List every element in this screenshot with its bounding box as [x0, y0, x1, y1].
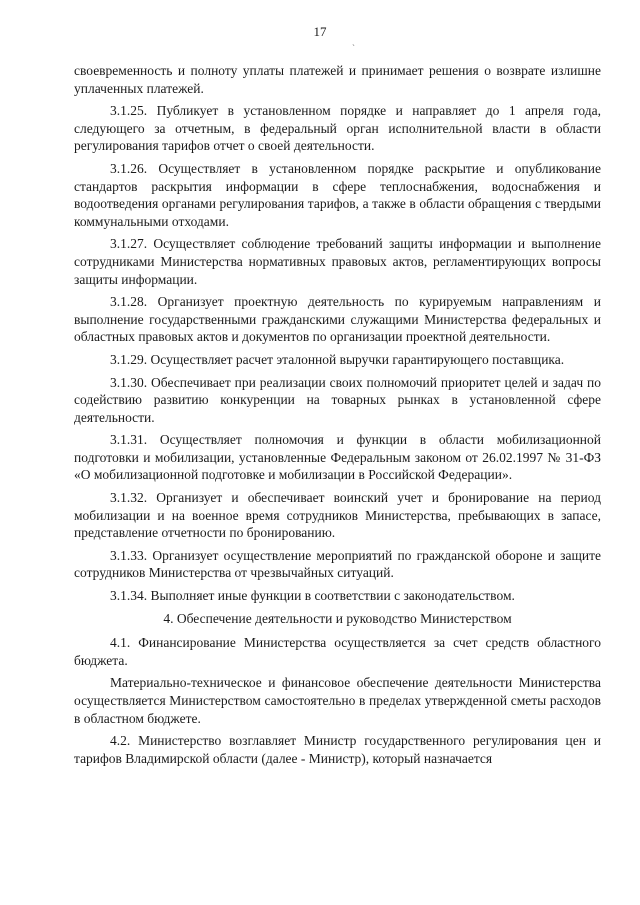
- paragraph-3-1-27: 3.1.27. Осуществляет соблюдение требований защиты информации и выполнение сотрудниками Министерства нормативных правовых актов, регламентирующих вопросы защиты информации.: [74, 236, 601, 287]
- section-heading: 4. Обеспечение деятельности и руководство Министерством: [163, 610, 512, 626]
- paragraph-3-1-26: 3.1.26. Осуществляет в установленном порядке раскрытие и опубликование стандартов раскрытия информации в сфере теплоснабжения, водоснабжения и водоотведения органами регулирования тарифов, а также в области обращения с твердыми коммунальными отходами.: [74, 160, 601, 229]
- paragraph-3-1-29: 3.1.29. Осуществляет расчет эталонной выручки гарантирующего поставщика.: [110, 351, 565, 367]
- paragraph-3-1-33: 3.1.33. Организует осуществление мероприятий по гражданской обороне и защите сотрудников Министерства от чрезвычайных ситуаций.: [74, 547, 601, 581]
- paragraph-3-1-34: 3.1.34. Выполняет иные функции в соответствии с законодательством.: [110, 588, 515, 604]
- page-number: 17: [313, 24, 327, 39]
- paragraph-4-1: 4.1. Финансирование Министерства осуществляется за счет средств областного бюджета.: [74, 635, 601, 668]
- document-body: [74, 62, 601, 772]
- paragraph-continuation: своевременность и полноту уплаты платежей и принимает решения о возврате излишне уплаченных платежей.: [74, 63, 601, 96]
- paragraph-3-1-28: 3.1.28. Организует проектную деятельность по курируемым направлениям и выполнение государственными гражданскими служащими Министерства федеральных и областных правовых актов и документов по организации проектной деятельности.: [74, 294, 601, 345]
- paragraph-4-2: 4.2. Министерство возглавляет Министр государственного регулирования цен и тарифов Владимирской области (далее - Министр), который назначается: [74, 733, 601, 766]
- page-mark: ˏ: [352, 36, 355, 46]
- paragraph-3-1-32: 3.1.32. Организует и обеспечивает воинский учет и бронирование на период мобилизации и на военное время сотрудников Министерства, пребывающих в запасе, представление отчетности по бронированию.: [74, 490, 601, 541]
- paragraph-material-support: Материально-техническое и финансовое обеспечение деятельности Министерства осуществляется Министерством самостоятельно в пределах утвержденной сметы расходов в областном бюджете.: [74, 675, 601, 726]
- paragraph-3-1-30: 3.1.30. Обеспечивает при реализации своих полномочий приоритет целей и задач по содействию развитию конкуренции на товарных рынках в установленной сфере деятельности.: [74, 374, 601, 425]
- paragraph-3-1-31: 3.1.31. Осуществляет полномочия и функции в области мобилизационной подготовки и мобилизации, установленные Федеральным законом от 26.02.1997 № 31-ФЗ «О мобилизационной подготовке и мобилизации в Российской Федерации».: [74, 432, 601, 483]
- paragraph-3-1-25: 3.1.25. Публикует в установленном порядке и направляет до 1 апреля года, следующего за отчетным, в федеральный орган исполнительной власти в области регулирования тарифов отчет о своей деятельности.: [74, 103, 601, 154]
